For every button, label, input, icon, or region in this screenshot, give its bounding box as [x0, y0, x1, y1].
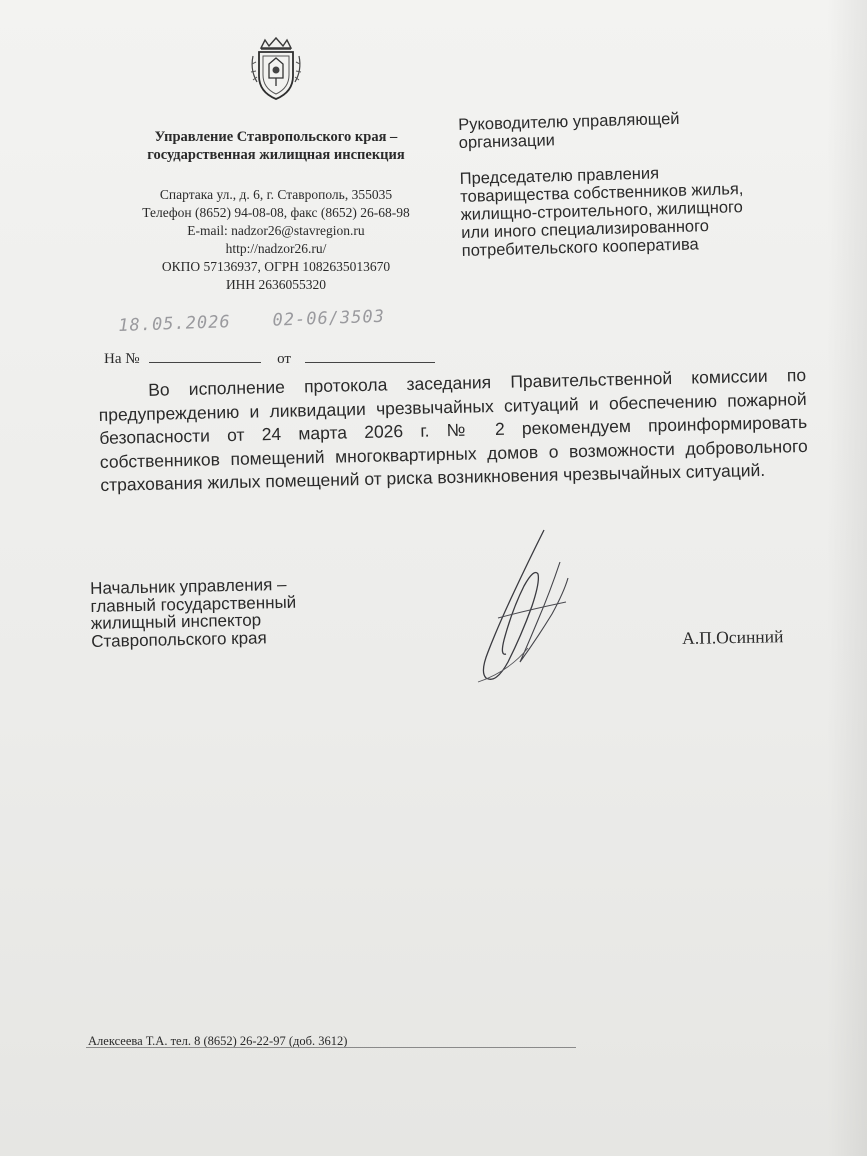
handwritten-registration [118, 305, 427, 336]
sender-organization: Управление Ставропольского края – государственная жилищная инспекция [147, 129, 405, 163]
sender-email: E-mail: nadzor26@stavregion.ru [187, 223, 365, 238]
reference-date-blank [305, 348, 435, 363]
addressee-primary: Руководителю управляющей организации [458, 109, 680, 152]
addressee-secondary: Председателю правления товарищества собственников жилья, жилищно-строительного, жилищного или иного специализированного потребительского кооператива [459, 164, 744, 260]
letter-body: Во исполнение протокола заседания Правительственной комиссии по предупреждению и ликвидации чрезвычайных ситуаций и обеспечению пожарной безопасности от 24 марта 2026 г. № 2 рекомендуем проинформировать собственников помещений многоквартирных домов о возможности добровольного страхования жилых помещений от риска возникновения чрезвычайных ситуаций. [98, 364, 808, 495]
signer-name: А.П.Осинний [682, 626, 784, 648]
sender-address: Спартака ул., д. 6, г. Ставрополь, 355035 [159, 187, 393, 202]
registration-date: 18.05.2026 [118, 312, 231, 336]
reference-date-label: от [277, 351, 291, 367]
sender-inn: ИНН 2636055320 [225, 277, 327, 292]
reference-line [104, 348, 435, 368]
handwritten-signature [468, 522, 588, 692]
footer-divider [86, 1047, 576, 1048]
addressee-block [458, 106, 822, 260]
sender-codes: ОКПО 57136937, ОГРН 1082635013670 [161, 259, 391, 274]
sender-block [102, 128, 450, 294]
stavropol-coat-of-arms-icon [247, 36, 305, 102]
reference-number-blank [149, 348, 261, 363]
sender-contacts [102, 186, 450, 294]
sender-phone: Телефон (8652) 94-08-08, факс (8652) 26-68-98 [142, 205, 410, 220]
sender-website: http://nadzor26.ru/ [225, 241, 327, 256]
executor-note: Алексеева Т.А. тел. 8 (8652) 26-22-97 (доб. 3612) [88, 1034, 348, 1048]
page-shadow [827, 0, 867, 1156]
reference-number-label: На № [104, 351, 140, 367]
registration-number: 02-06/3503 [272, 306, 386, 331]
signatory-title: Начальник управления – главный государственный жилищный инспектор Ставропольского края [89, 574, 297, 651]
